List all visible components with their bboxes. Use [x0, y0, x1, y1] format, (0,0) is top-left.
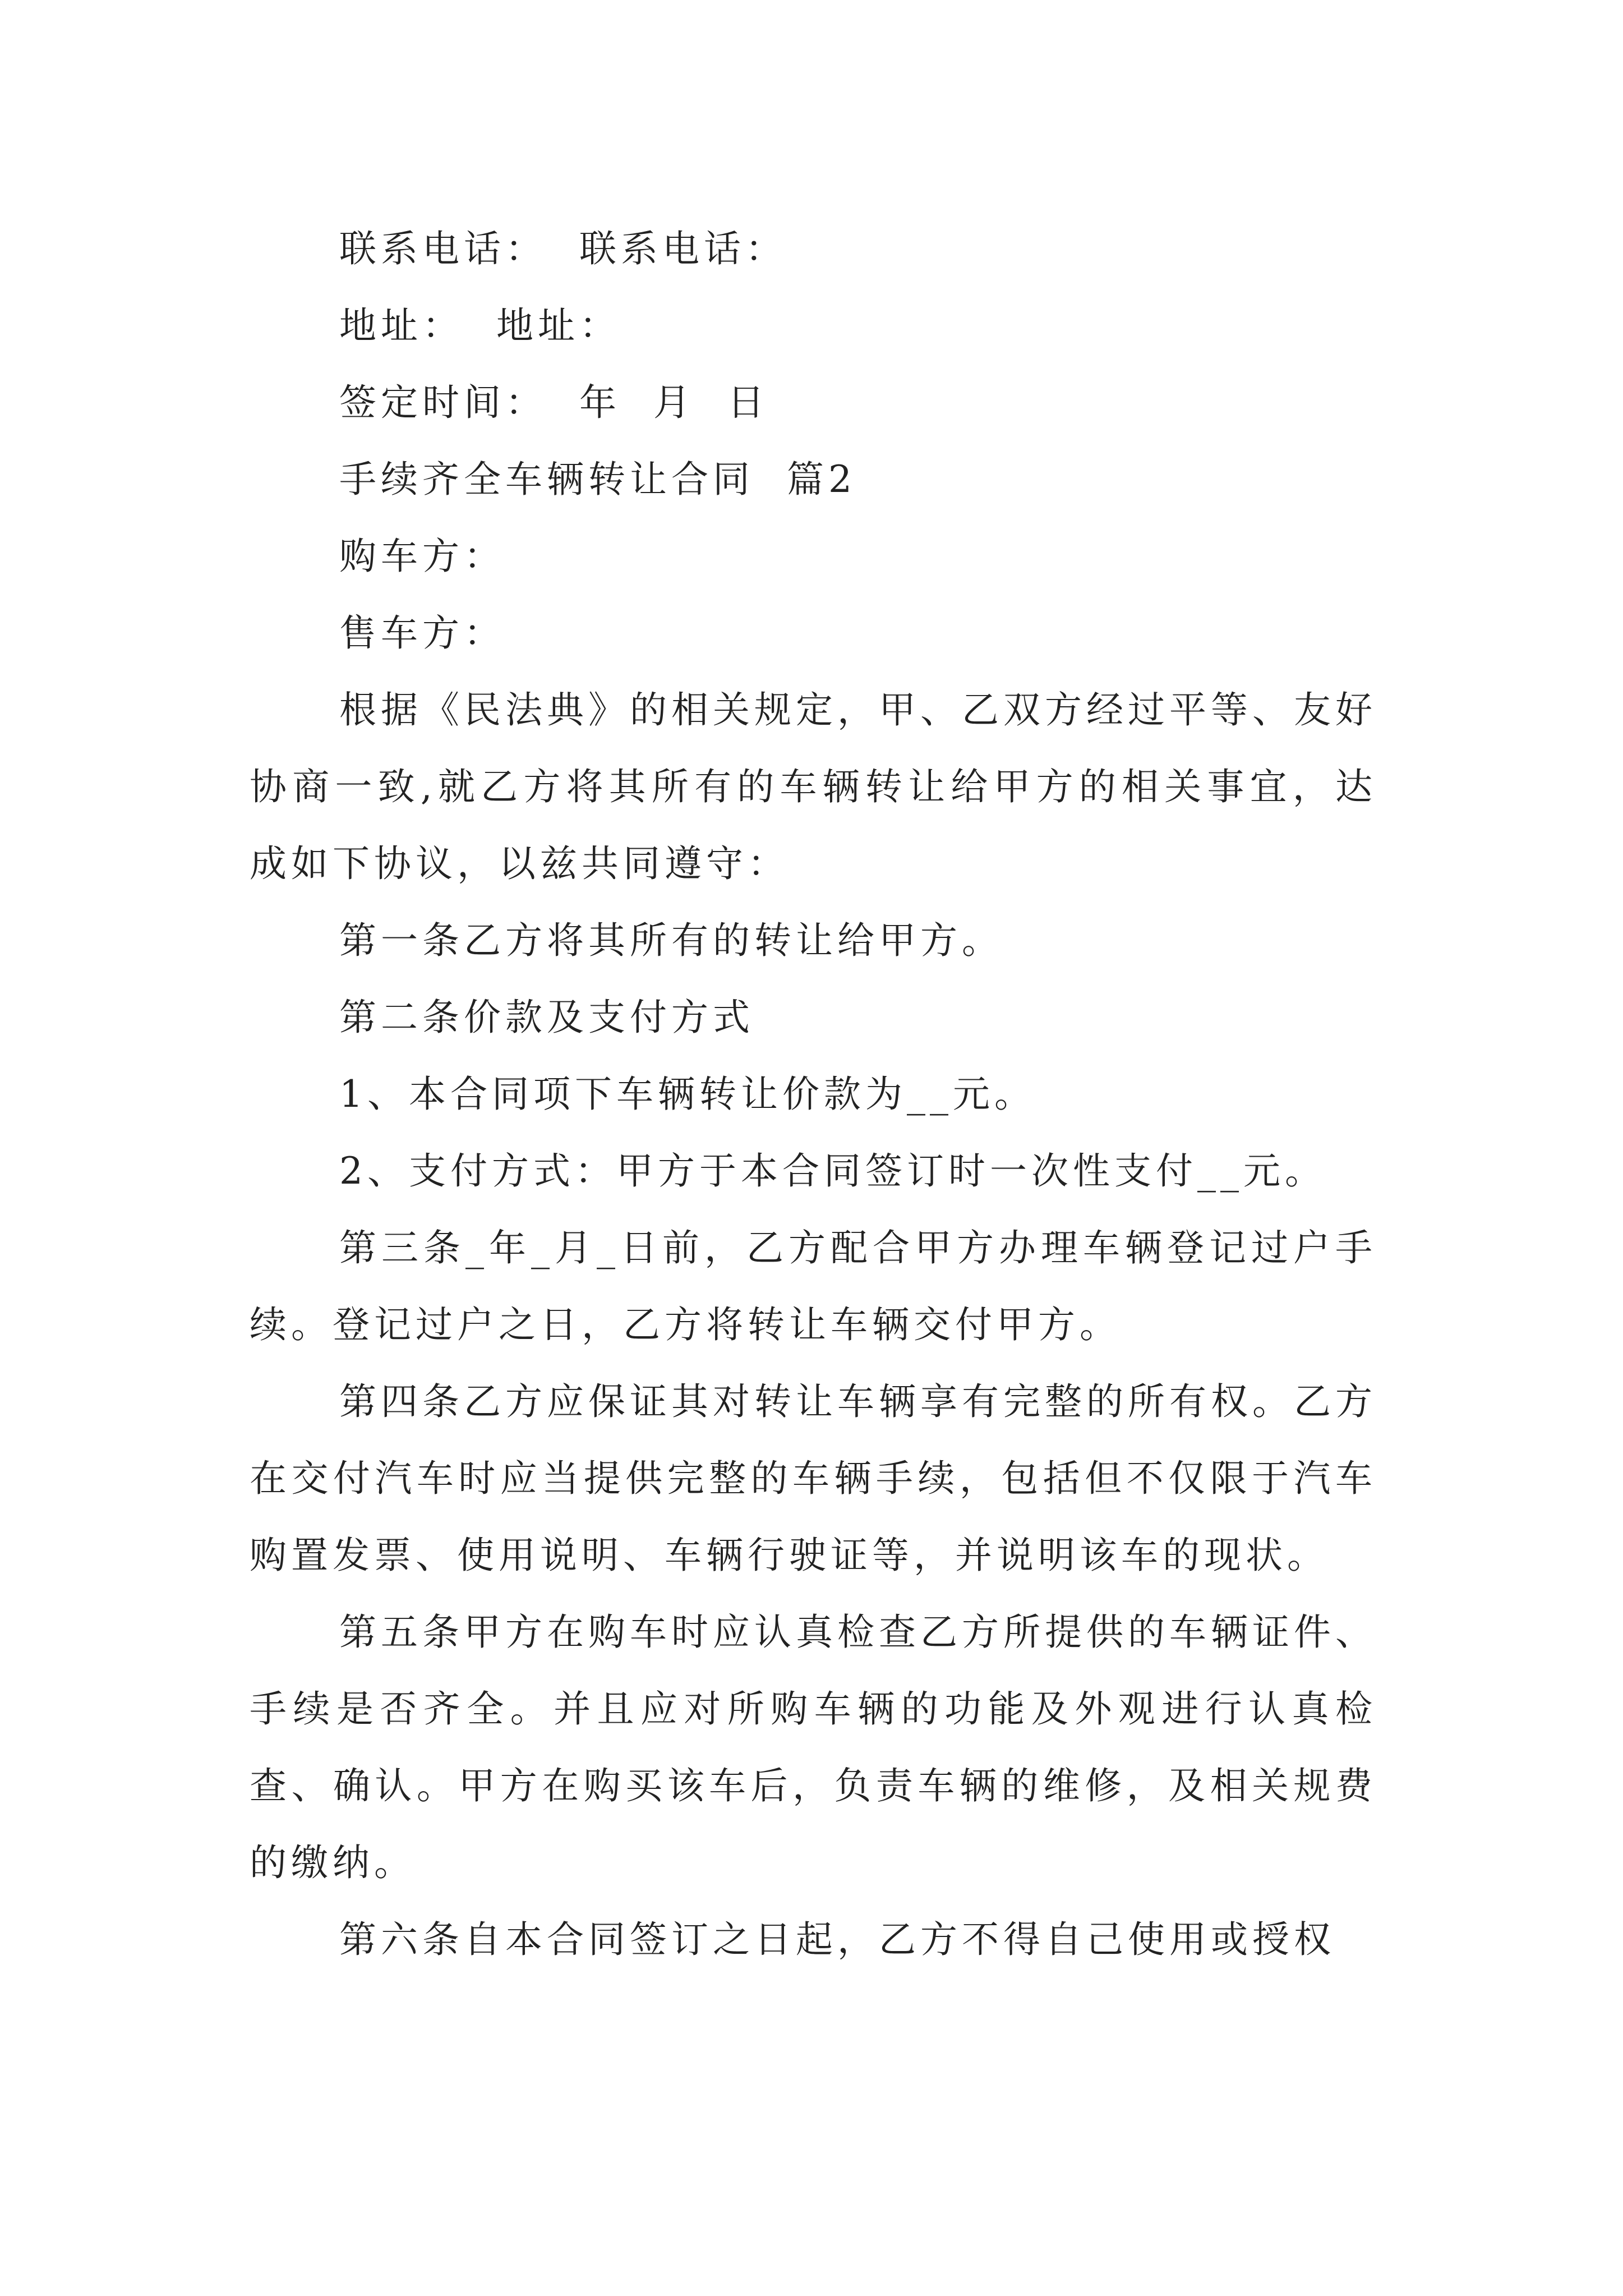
- signing-date-line: 签定时间： 年 月 日: [339, 381, 769, 424]
- contact-phone-line: 联系电话： 联系电话：: [339, 227, 787, 270]
- article-3: 第三条_年_月_日前，乙方配合甲方办理车辆登记过户手续。登记过户之日，乙方将转让车辆交付甲方。: [250, 1226, 1377, 1346]
- article-1: 第一条乙方将其所有的转让给甲方。: [339, 919, 1003, 962]
- article-2-item-1: 1、本合同项下车辆转让价款为__元。: [339, 1073, 1036, 1116]
- buyer-line: 购车方：: [339, 535, 505, 578]
- address-line: 地址： 地址：: [339, 304, 621, 347]
- article-2-title: 第二条价款及支付方式: [339, 996, 754, 1039]
- section-title: 手续齐全车辆转让合同 篇2: [339, 458, 856, 501]
- contract-text: [250, 210, 1377, 1978]
- preamble-paragraph: 根据《民法典》的相关规定，甲、乙双方经过平等、友好协商一致,就乙方将其所有的车辆转让给甲方的相关事宜，达成如下协议，以兹共同遵守：: [250, 688, 1377, 885]
- article-5: 第五条甲方在购车时应认真检查乙方所提供的车辆证件、手续是否齐全。并且应对所购车辆的功能及外观进行认真检查、确认。甲方在购买该车后，负责车辆的维修，及相关规费的缴纳。: [250, 1611, 1377, 1884]
- article-4: 第四条乙方应保证其对转让车辆享有完整的所有权。乙方在交付汽车时应当提供完整的车辆手续，包括但不仅限于汽车购置发票、使用说明、车辆行驶证等，并说明该车的现状。: [250, 1380, 1377, 1577]
- article-2-item-2: 2、支付方式：甲方于本合同签订时一次性支付__元。: [339, 1149, 1326, 1193]
- seller-line: 售车方：: [339, 611, 505, 655]
- article-6: 第六条自本合同签订之日起，乙方不得自己使用或授权: [339, 1918, 1335, 1961]
